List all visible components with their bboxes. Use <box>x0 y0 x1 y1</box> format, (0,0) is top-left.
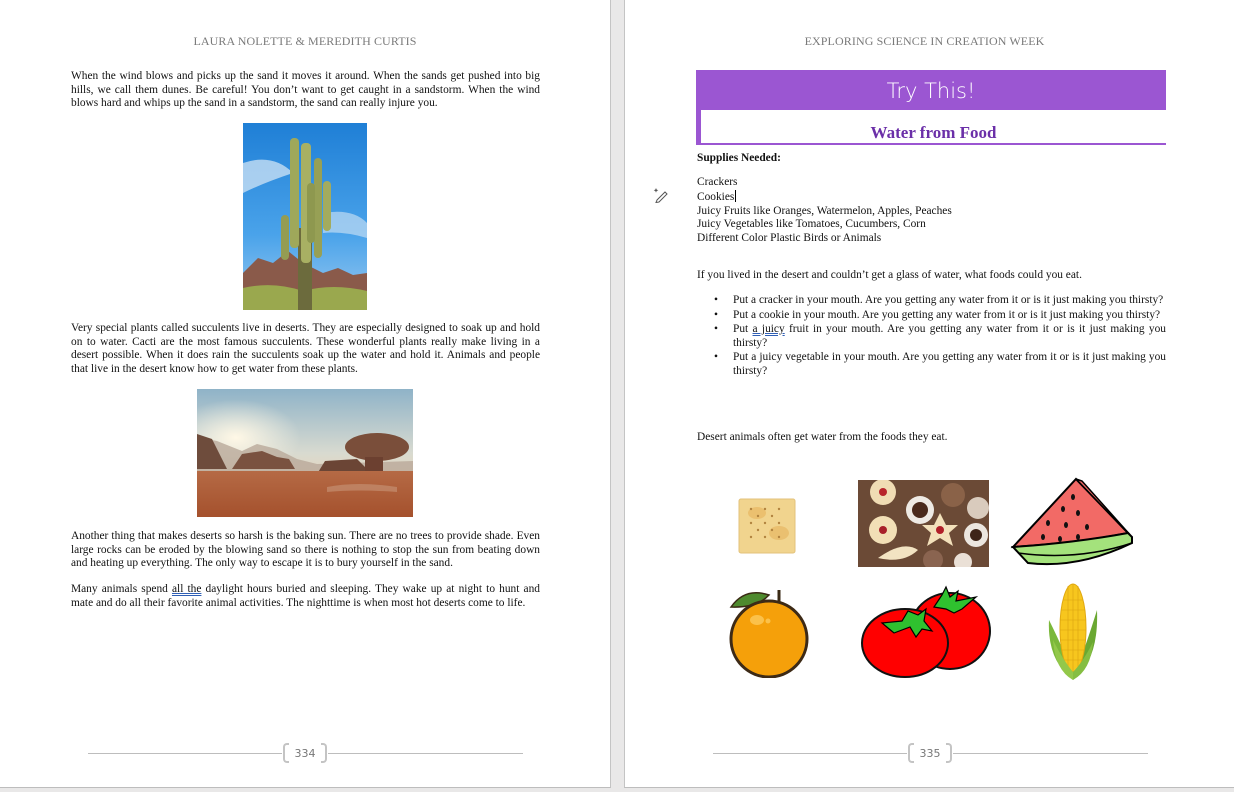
step-cracker[interactable]: • Put a cracker in your mouth. Are you getting any water from it or is it just making you thirsty? <box>697 294 1166 308</box>
step-vegetable[interactable]: • Put a juicy vegetable in your mouth. Are you getting any water from it or is it just making you thirsty? <box>697 351 1166 378</box>
footer-rule-left <box>88 753 282 754</box>
right-bracket-icon <box>321 743 327 763</box>
step-cookie[interactable]: • Put a cookie in your mouth. Are you getting any water from it or is it just making you thirsty? <box>697 309 1166 323</box>
page-footer-334 <box>88 743 523 765</box>
paragraph-baking-sun[interactable]: Another thing that makes deserts so harsh is the baking sun. There are no trees to provide shade. Even large rocks can be eroded by the blowing sand so there is nothing to stop the sun from beating down and heating up everything. The only way to escape it is to bury yourself in the sand. <box>71 530 540 570</box>
page-footer-335 <box>713 743 1148 765</box>
supply-item[interactable]: Juicy Fruits like Oranges, Watermelon, Apples, Peaches <box>697 204 952 217</box>
footer-rule-left <box>713 753 907 754</box>
running-head-book-title: EXPLORING SCIENCE IN CREATION WEEK <box>804 34 1045 48</box>
closing-sentence[interactable]: Desert animals often get water from the foods they eat. <box>697 431 948 443</box>
intro-question[interactable]: If you lived in the desert and couldn’t get a glass of water, what foods could you eat. <box>697 269 1082 281</box>
page-number-frame <box>908 743 952 765</box>
cracker-image[interactable] <box>735 495 799 555</box>
grammar-flag-all-the[interactable]: all the <box>171 583 202 595</box>
desert-rock-landscape-image[interactable] <box>197 389 413 517</box>
cookies-image[interactable] <box>858 480 989 567</box>
supplies-heading: Supplies Needed: <box>697 152 781 164</box>
orange-image[interactable] <box>727 582 811 678</box>
corn-image[interactable] <box>1045 580 1101 682</box>
footer-rule-right <box>328 753 523 754</box>
page-334[interactable] <box>0 0 611 788</box>
supplies-list <box>697 176 952 246</box>
right-bracket-icon <box>946 743 952 763</box>
supply-item[interactable]: Different Color Plastic Birds or Animals <box>697 232 882 245</box>
try-this-banner: Try This! <box>696 70 1166 110</box>
tomatoes-image[interactable] <box>858 585 991 678</box>
text-cursor <box>735 190 736 202</box>
grammar-flag-a-juicy[interactable]: a juicy <box>752 323 785 336</box>
step-fruit[interactable]: • Put a juicy fruit in your mouth. Are you getting any water from it or is it just making you thirsty? <box>697 323 1166 350</box>
supply-item[interactable]: Cookies <box>697 190 735 203</box>
ai-rewrite-pen-icon[interactable] <box>653 187 669 203</box>
paragraph-nocturnal-animals[interactable]: Many animals spend all the daylight hours buried and sleeping. They wake up at night to hunt and mate and do all their favorite animal activities. The nighttime is when most hot deserts come to life. <box>71 583 540 609</box>
footer-rule-right <box>953 753 1148 754</box>
saguaro-cactus-image[interactable] <box>243 123 367 310</box>
running-head-authors: LAURA NOLETTE & MEREDITH CURTIS <box>193 34 417 48</box>
page-number: 335 <box>919 747 941 760</box>
watermelon-image[interactable] <box>1008 475 1134 575</box>
paragraph-succulents[interactable]: Very special plants called succulents live in deserts. They are especially designed to soak up and hold on to water. Cacti are the most famous succulents. These wonderful plants really make living in a desert possible. When it does rain the succulents soak up the water and hold it. Animals and people that live in the desert know how to get water from these plants. <box>71 322 540 375</box>
activity-title: Water from Food <box>696 110 1166 145</box>
page-335[interactable] <box>624 0 1234 788</box>
supply-item[interactable]: Juicy Vegetables like Tomatoes, Cucumbers, Corn <box>697 218 926 231</box>
page-number: 334 <box>294 747 316 760</box>
paragraph-sand-dunes[interactable]: When the wind blows and picks up the sand it moves it around. When the sands get pushed into big hills, we call them dunes. Be careful! You don’t want to get caught in a sandstorm. When the wind blows hard and whips up the sand in a sandstorm, the sand can really injure you. <box>71 70 540 110</box>
supply-item[interactable]: Crackers <box>697 176 738 188</box>
page-number-frame <box>283 743 327 765</box>
activity-steps <box>697 294 1166 380</box>
